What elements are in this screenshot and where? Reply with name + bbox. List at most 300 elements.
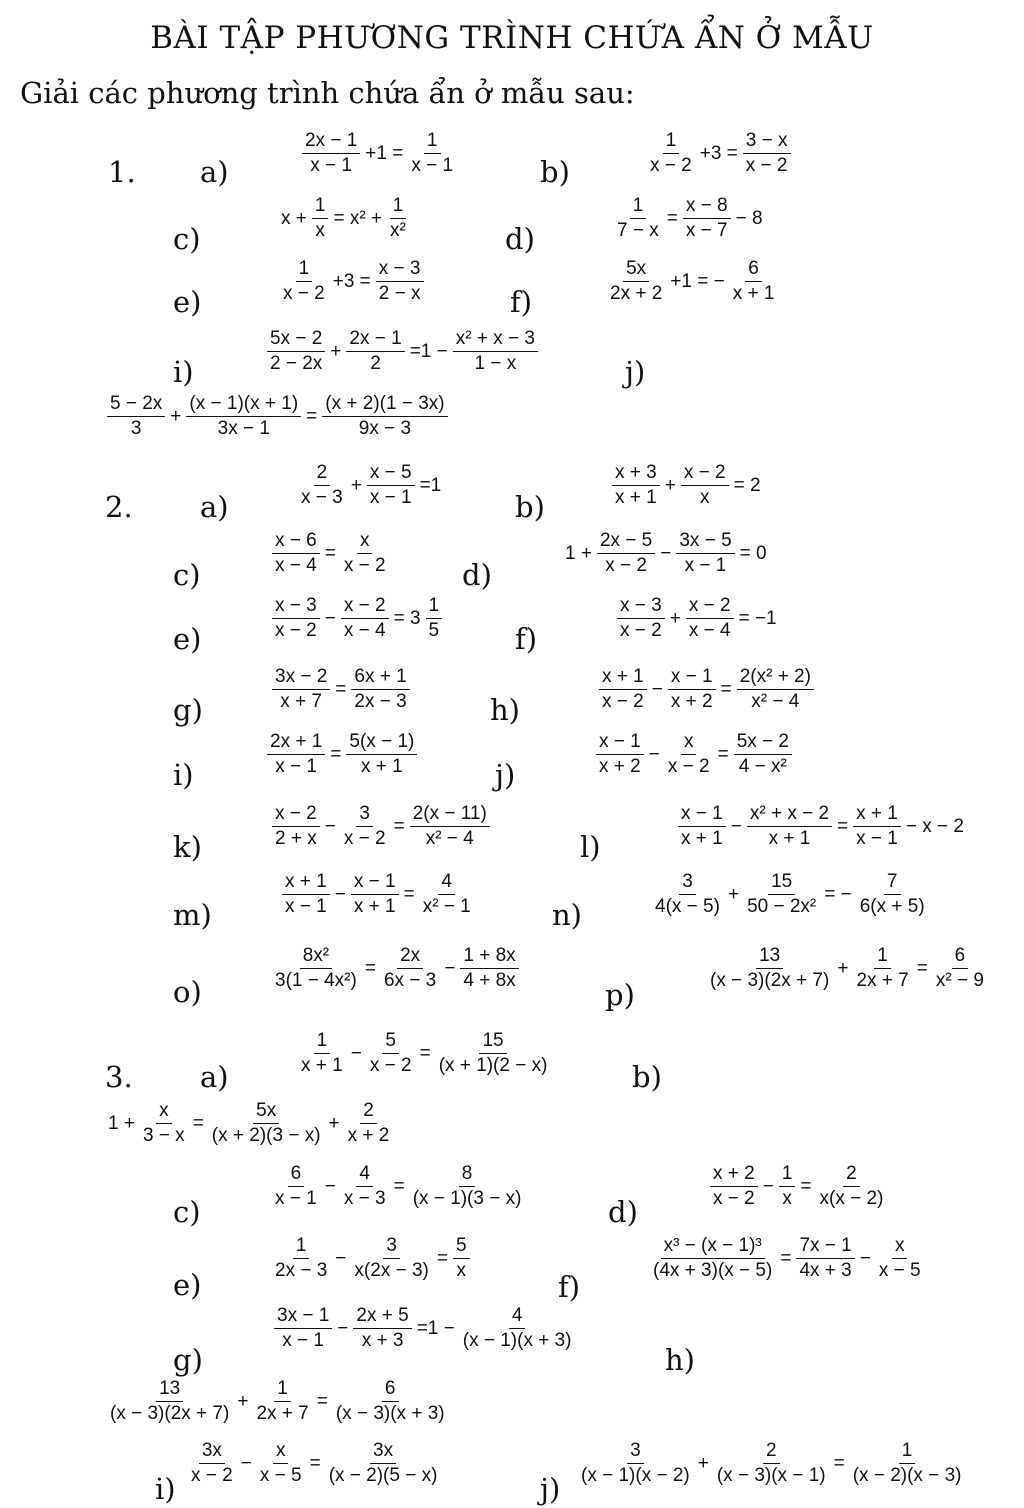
fraction — [381, 945, 439, 992]
operator: − — [350, 1042, 362, 1064]
fraction — [341, 595, 389, 642]
denominator: 6(x + 5) — [859, 896, 925, 917]
denominator: 2 + x — [275, 828, 317, 849]
numerator: 8x² — [300, 945, 332, 969]
numerator: 4 — [356, 1163, 373, 1187]
denominator: 7 − x — [617, 220, 659, 241]
numerator: 2 — [763, 1440, 780, 1464]
numerator: x + 1 — [599, 666, 647, 690]
denominator: 3(1 − 4x²) — [275, 970, 357, 991]
equation-3c — [270, 1163, 526, 1210]
fraction — [272, 803, 320, 850]
denominator: x − 1 — [275, 1188, 317, 1209]
operator: = — [192, 1112, 204, 1134]
numerator: (x + 2)(1 − 3x) — [322, 393, 447, 417]
numerator: 6 — [382, 1378, 399, 1402]
numerator: 5 − 2x — [107, 393, 165, 417]
denominator: 2 — [370, 353, 381, 374]
equation-1j — [105, 393, 450, 440]
fraction — [298, 1030, 346, 1077]
label-1e: e) — [173, 285, 202, 319]
denominator: x − 2 — [667, 756, 710, 777]
equation-2k — [270, 803, 492, 850]
equation-2p — [705, 945, 989, 992]
denominator: x − 1 — [285, 896, 327, 917]
operator: − — [335, 1247, 347, 1269]
denominator: 2x − 3 — [354, 691, 407, 712]
denominator: x + 1 — [732, 283, 775, 304]
operator: x + — [281, 207, 307, 229]
denominator: x − 2 — [602, 691, 644, 712]
operator: =1 − — [416, 1317, 455, 1339]
label-2j: j) — [495, 758, 516, 792]
numerator: x − 3 — [376, 258, 424, 282]
numerator: 6x + 1 — [351, 666, 409, 690]
fraction — [779, 1163, 796, 1210]
numerator: 1 — [314, 1030, 331, 1054]
denominator: x(2x − 3) — [354, 1260, 429, 1281]
numerator: 1 — [293, 1235, 310, 1259]
operator: + — [350, 474, 362, 496]
numerator: 2x + 5 — [353, 1305, 411, 1329]
numerator: 1 — [424, 130, 441, 154]
numerator: (x − 1)(x + 1) — [186, 393, 301, 417]
operator: − — [859, 1247, 871, 1269]
denominator: x + 2 — [670, 691, 713, 712]
denominator: x − 2 — [369, 1055, 412, 1076]
label-2p: p) — [605, 978, 635, 1012]
label-1d: d) — [505, 222, 535, 256]
operator: + — [697, 1452, 709, 1474]
label-3g: g) — [173, 1343, 203, 1377]
fraction — [186, 393, 301, 440]
denominator: x — [456, 1260, 466, 1281]
denominator: 1 − x — [474, 353, 517, 374]
operator: + — [237, 1390, 249, 1412]
denominator: x + 1 — [615, 487, 657, 508]
equation-2i — [265, 731, 419, 778]
numerator: x — [156, 1100, 172, 1124]
label-1f: f) — [510, 285, 533, 319]
fraction — [274, 1305, 332, 1352]
equation-3j — [576, 1440, 966, 1487]
equation-3b — [105, 1100, 394, 1147]
denominator: x − 1 — [282, 1330, 325, 1351]
numerator: x — [892, 1235, 908, 1259]
fraction — [267, 328, 325, 375]
denominator: x + 1 — [681, 828, 723, 849]
denominator: x − 2 — [620, 620, 662, 641]
fraction — [737, 666, 814, 713]
denominator: 2x + 7 — [256, 1403, 309, 1424]
numerator: 3 − x — [743, 130, 791, 154]
fraction — [341, 1163, 389, 1210]
numerator: x − 2 — [341, 595, 389, 619]
fraction — [353, 1305, 411, 1352]
label-2k: k) — [173, 830, 202, 864]
denominator: (x − 3)(2x + 7) — [110, 1403, 230, 1424]
fraction — [420, 871, 474, 918]
numerator: x + 2 — [710, 1163, 758, 1187]
fraction — [272, 595, 320, 642]
equation-3a — [296, 1030, 552, 1077]
fraction — [351, 1235, 431, 1282]
fraction — [326, 1440, 441, 1487]
numerator: x − 1 — [596, 731, 644, 755]
numerator: 3x — [199, 1440, 225, 1464]
fraction — [668, 666, 716, 713]
fraction — [272, 945, 360, 992]
numerator: x — [273, 1440, 289, 1464]
fraction — [367, 1030, 415, 1077]
operator: =1 − — [409, 340, 448, 362]
numerator: 1 — [663, 130, 680, 154]
numerator: 15 — [768, 871, 795, 895]
denominator: x − 2 — [745, 155, 788, 176]
numerator: 1 — [779, 1163, 796, 1187]
denominator: 3x − 1 — [217, 418, 270, 439]
numerator: x − 1 — [668, 666, 716, 690]
fraction — [853, 945, 911, 992]
denominator: 6x − 3 — [383, 970, 437, 991]
denominator: x − 2 — [343, 555, 386, 576]
operator: − x − 2 — [905, 815, 964, 837]
denominator: x − 3 — [301, 487, 343, 508]
operator: +1 = − — [670, 270, 725, 292]
operator: = — [364, 957, 376, 979]
label-2n: n) — [552, 898, 582, 932]
operator: + — [837, 957, 849, 979]
denominator: 9x − 3 — [358, 418, 412, 439]
numerator: 2x − 1 — [302, 130, 360, 154]
label-2h: h) — [490, 693, 520, 727]
operator: = — [666, 207, 678, 229]
fraction — [408, 130, 456, 177]
fraction — [346, 731, 417, 778]
label-2a: a) — [200, 490, 229, 524]
fraction — [853, 803, 901, 850]
numerator: 13 — [156, 1378, 183, 1402]
numerator: 2x — [397, 945, 423, 969]
denominator: x — [315, 220, 325, 241]
denominator: (x − 1)(x + 3) — [462, 1330, 572, 1351]
equation-3e — [270, 1235, 472, 1282]
operator: = — [720, 678, 732, 700]
numerator: 2x − 5 — [597, 530, 655, 554]
fraction — [683, 195, 731, 242]
denominator: 2x − 3 — [275, 1260, 328, 1281]
denominator: x − 1 — [411, 155, 454, 176]
fraction — [257, 1440, 305, 1487]
numerator: 2x + 1 — [267, 731, 325, 755]
operator: + — [664, 474, 676, 496]
numerator: x − 2 — [272, 803, 320, 827]
equation-2f — [615, 595, 780, 642]
denominator: x − 2 — [275, 620, 317, 641]
numerator: 1 — [390, 195, 407, 219]
label-3e: e) — [173, 1268, 202, 1302]
numerator: 6 — [288, 1163, 305, 1187]
fraction — [209, 1100, 324, 1147]
operator: = — [309, 1452, 321, 1474]
numerator: 1 — [899, 1440, 916, 1464]
label-2b: b) — [515, 490, 545, 524]
operator: = − — [824, 883, 852, 905]
numerator: 1 — [426, 595, 443, 619]
numerator: x — [357, 530, 373, 554]
denominator: x + 1 — [353, 896, 396, 917]
fraction — [341, 803, 389, 850]
numerator: 15 — [479, 1030, 506, 1054]
denominator: x − 4 — [343, 620, 386, 641]
denominator: 2x + 2 — [610, 283, 663, 304]
operator: − — [648, 743, 660, 765]
numerator: 8 — [459, 1163, 476, 1187]
fraction — [933, 945, 987, 992]
label-3f: f) — [558, 1270, 581, 1304]
operator: 1 + — [565, 542, 592, 564]
denominator: (x − 2)(x − 3) — [852, 1465, 962, 1486]
denominator: x + 7 — [280, 691, 323, 712]
operator: − — [730, 815, 742, 837]
denominator: x − 5 — [259, 1465, 302, 1486]
label-2m: m) — [173, 898, 212, 932]
denominator: (x − 2)(5 − x) — [328, 1465, 438, 1486]
denominator: (x − 1)(x − 2) — [581, 1465, 690, 1486]
operator: = −1 — [738, 607, 777, 629]
fraction — [650, 1235, 775, 1282]
fraction — [676, 530, 734, 577]
numerator: x + 1 — [853, 803, 901, 827]
numerator: 3 — [679, 871, 696, 895]
operator: = — [324, 542, 336, 564]
numerator: 1 — [630, 195, 647, 219]
denominator: x − 2 — [343, 828, 386, 849]
operator: − — [651, 678, 663, 700]
fraction — [333, 1378, 448, 1425]
fraction — [410, 1163, 525, 1210]
denominator: x − 1 — [856, 828, 898, 849]
numerator: x² + x − 2 — [747, 803, 832, 827]
denominator: 4x + 3 — [799, 1260, 852, 1281]
numerator: x − 6 — [272, 530, 320, 554]
equation-2g — [270, 666, 412, 713]
denominator: 2x + 7 — [856, 970, 909, 991]
numerator: 2(x² + 2) — [737, 666, 814, 690]
operator: − — [324, 1175, 336, 1197]
numerator: 4 — [509, 1305, 526, 1329]
equation-2h — [597, 666, 816, 713]
fraction — [312, 195, 329, 242]
fraction — [678, 803, 726, 850]
worksheet-title: BÀI TẬP PHƯƠNG TRÌNH CHỨA ẨN Ở MẪU — [150, 20, 874, 56]
fraction — [272, 666, 330, 713]
label-2e: e) — [173, 622, 202, 656]
label-3c: c) — [173, 1195, 201, 1229]
denominator: 3 — [130, 418, 142, 439]
operator: = — [916, 957, 928, 979]
label-2c: c) — [173, 558, 201, 592]
operator: = 3 — [393, 607, 421, 629]
fraction — [376, 258, 424, 305]
equation-1f — [605, 258, 779, 305]
equation-2n — [650, 871, 930, 918]
operator: − — [337, 1317, 349, 1339]
equation-1i — [265, 328, 540, 375]
label-2l: l) — [580, 830, 601, 864]
denominator: x − 1 — [684, 555, 727, 576]
operator: +1 = — [365, 142, 404, 164]
denominator: 2 − 2x — [270, 353, 323, 374]
numerator: 5x − 2 — [267, 328, 325, 352]
denominator: x − 1 — [310, 155, 353, 176]
numerator: 3 — [627, 1440, 644, 1464]
fraction — [253, 1378, 311, 1425]
operator: +3 = — [699, 142, 738, 164]
denominator: (x − 3)(x + 3) — [335, 1403, 445, 1424]
fraction — [614, 195, 662, 242]
fraction — [597, 530, 655, 577]
equation-2l — [676, 803, 967, 850]
label-1j: j) — [625, 355, 646, 389]
denominator: (x − 3)(x − 1) — [716, 1465, 826, 1486]
equation-3i — [186, 1440, 442, 1487]
numerator: 1 — [296, 258, 313, 282]
equation-2a — [296, 462, 444, 509]
label-1i: i) — [173, 355, 194, 389]
operator: = — [780, 1247, 792, 1269]
fraction — [686, 595, 734, 642]
operator: = — [833, 1452, 845, 1474]
fraction — [346, 328, 404, 375]
denominator: (4x + 3)(x − 5) — [653, 1260, 773, 1281]
numerator: 7x − 1 — [796, 1235, 854, 1259]
fraction — [272, 530, 320, 577]
denominator: x − 3 — [343, 1188, 386, 1209]
operator: − 8 — [735, 207, 763, 229]
label-2o: o) — [173, 975, 202, 1009]
numerator: x − 3 — [272, 595, 320, 619]
numerator: 5 — [453, 1235, 470, 1259]
denominator: x(x − 2) — [819, 1188, 884, 1209]
fraction — [302, 130, 360, 177]
denominator: x² — [390, 220, 406, 241]
numerator: 6 — [745, 258, 762, 282]
fraction — [743, 130, 791, 177]
numerator: 5x — [623, 258, 649, 282]
denominator: 4(x − 5) — [655, 896, 720, 917]
numerator: 2x − 1 — [346, 328, 404, 352]
operator: +3 = — [332, 270, 371, 292]
operator: + — [330, 340, 342, 362]
denominator: x² − 4 — [425, 828, 474, 849]
equation-1e — [278, 258, 426, 305]
label-3j: j) — [540, 1472, 561, 1506]
operator: =1 — [419, 474, 442, 496]
numerator: 2 — [314, 462, 331, 486]
operator: − — [762, 1175, 774, 1197]
equation-3f — [648, 1235, 926, 1282]
operator: = 2 — [733, 474, 761, 496]
label-3a: a) — [200, 1060, 229, 1094]
denominator: x + 2 — [347, 1125, 390, 1146]
numerator: 5 — [382, 1030, 399, 1054]
fraction — [665, 731, 713, 778]
operator: + — [669, 607, 681, 629]
operator: + — [727, 883, 740, 905]
operator: − — [324, 607, 336, 629]
fraction — [707, 945, 832, 992]
equation-2b — [610, 462, 764, 509]
numerator: x − 2 — [681, 462, 729, 486]
fraction — [453, 1235, 470, 1282]
numerator: 5x − 2 — [734, 731, 792, 755]
denominator: 2 − x — [378, 283, 421, 304]
equation-2j — [594, 731, 794, 778]
numerator: 5x — [253, 1100, 279, 1124]
equation-2c — [270, 530, 391, 577]
numerator: 3x − 5 — [676, 530, 734, 554]
operator: + — [170, 405, 182, 427]
numerator: x − 8 — [683, 195, 731, 219]
numerator: x³ − (x − 1)³ — [661, 1235, 765, 1259]
fraction — [298, 462, 346, 509]
fraction — [730, 258, 778, 305]
denominator: x − 2 — [191, 1465, 233, 1486]
denominator: 50 − 2x² — [747, 896, 817, 917]
fraction — [817, 1163, 887, 1210]
fraction — [351, 871, 399, 918]
denominator: 5 — [428, 620, 440, 641]
numerator: 3 — [356, 803, 373, 827]
numerator: 6 — [952, 945, 969, 969]
fraction — [744, 871, 819, 918]
numerator: 7 — [884, 871, 901, 895]
operator: = — [419, 1042, 431, 1064]
fraction — [714, 1440, 829, 1487]
fraction — [272, 1163, 320, 1210]
equation-2m — [280, 871, 476, 918]
fraction — [140, 1100, 188, 1147]
fraction — [322, 393, 447, 440]
section-2-number: 2. — [105, 490, 133, 524]
fraction — [607, 258, 665, 305]
numerator: 1 — [274, 1378, 291, 1402]
numerator: 3 — [383, 1235, 400, 1259]
numerator: 2 — [843, 1163, 860, 1187]
operator: = — [837, 815, 849, 837]
label-2g: g) — [173, 693, 203, 727]
equation-3d — [708, 1163, 888, 1210]
equation-1d — [612, 195, 766, 242]
denominator: x − 1 — [275, 756, 318, 777]
fraction — [351, 666, 409, 713]
operator: = 0 — [739, 542, 767, 564]
numerator: x — [681, 731, 697, 755]
denominator: 4 + 8x — [463, 970, 516, 991]
denominator: x² − 4 — [751, 691, 800, 712]
fraction — [460, 1305, 575, 1352]
fraction — [345, 1100, 393, 1147]
denominator: (x + 2)(3 − x) — [211, 1125, 321, 1146]
fraction — [652, 871, 723, 918]
denominator: 4 − x² — [738, 756, 787, 777]
fraction — [460, 945, 518, 992]
denominator: x — [699, 487, 710, 508]
fraction — [267, 731, 325, 778]
equation-2d — [562, 530, 770, 577]
fraction — [710, 1163, 758, 1210]
